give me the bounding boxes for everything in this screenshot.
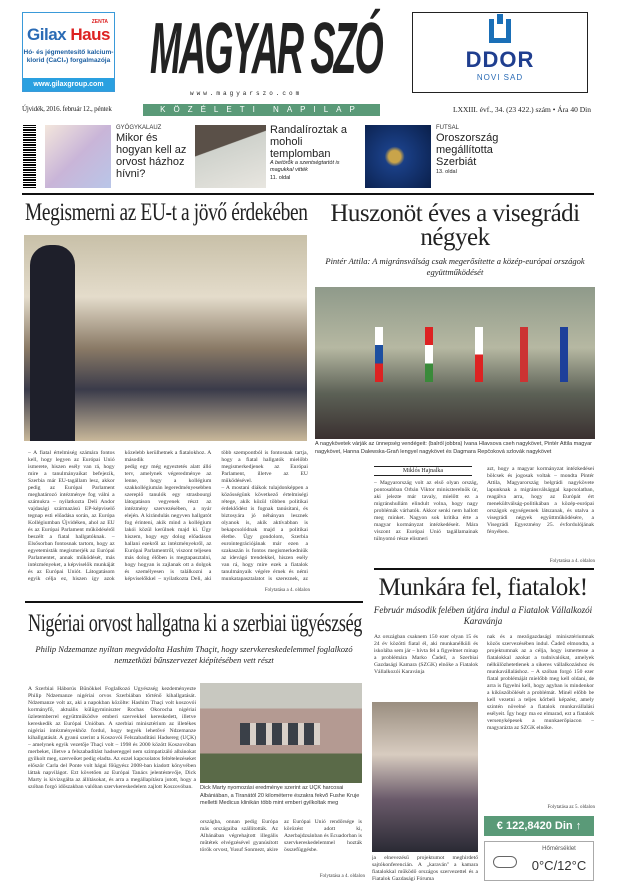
v4-continued[interactable]: Folytatása a 4. oldalon <box>549 559 595 564</box>
v4-byline: Miklós Hajnalka <box>374 466 472 476</box>
ad-brand: Gilax Haus <box>27 25 110 44</box>
ddor-logo-icon <box>489 19 511 43</box>
nigeria-body-col1: A Szerbiai Háborús Bűnökkel Foglalkozó Ügyészség kezdeményezte Philip Ndzemanze nigériai orvos Szerbiában történő kihallgatását. Ndzemanze volt az, aki a napokban közölte: Hashim Thaçi volt koszovói kormányfő, aktuális külügyminiszter Rochas Okorocha nigériai üzletemberrel együttműködve emberi szervekkel kereskedett, illetve kereskedik az Európai Unióban. A szerbiai minisztérium az illetékes nigériai intézményekhöz fordul, hogy tegyék lehetővé Ndzemanze kihallgatását. A gyanú szerint a Koszovói Felszabadítási Hadsereg (UÇK) – amelynek egyik vezetője Thaçi volt – 1998 és 2000 között Koszovóban merbeket, illetve a felszabadítást hadsereggel nem szimpatizáló albánokat gyilkolt meg, szerveiket pedig eladta. Az ezzel kapcsolatos feltételezéseket először Carla del Ponte volt hágai főügyész 2008-ban kiadott könyvében láttak napvilágot. Ezt követően az Európai Tanács jelentéstevője, Dick Marty is kivizsgálta az állításokat, és arra a megállapításra jutott, hogy a szóban forgó időszakban valóban szervkereskedelem zajlott Koszovóban. <box>28 686 196 790</box>
barcode-icon <box>23 125 36 188</box>
eu-headline[interactable]: Megismerni az EU-t a jövő érdekében <box>25 199 308 226</box>
euro-rate-widget <box>484 816 594 836</box>
munka-continued[interactable]: Folytatása az 5. oldalon <box>547 805 595 810</box>
nigeria-subtitle: Philip Ndzemanze nyíltan megvádolta Hashim Thaçit, hogy szervkereskedelemmel foglalkozó nemzetközi bűnszervezet kiépítésében vett részt <box>35 644 353 665</box>
nigeria-headline[interactable]: Nigériai orvost hallgatna ki a szerbiai ügyészség <box>28 610 363 637</box>
eu-body: – A fiatal értelmiség számára fontos kell, hogy legyen az Európai Unió ismerete, hiszen esély van rá, hogy mire a tanulmányaikat befejezik, Szerbia már EU-tagállam lesz, akkor pedig az Európai Parlament meghatározó intézménye fog válni a számukra – nyilatkozta Deli Andor vajdasági származású EP-képviselő tegnap esti előadása során, az Európa Kollégiumban Újvidéken, ahol az EU és az Európai Parlament működéséről beszélt a fiatal hallgatóknak. – Elsősorban fontosnak tartom, hogy az egyetemisták megismerjék az Európai Parlamentet, annak működését, más intézményeket, a képviselők munkáját és az Európai Uniót. Látogatásom egyik célja ez, hiszen így azok közelebb kerülhetnek a fiatalokhoz. A második pedig egy még egyeztetés alatt álló terv, amelynek végeredménye az lenne, hogy a kollégium szakkollégiumán legeredményesebben szereplő tanulók egy strasbourgi látogatáson vegyenek részt az intézmény szervezésében, a nyár elején. A kirándulás negyven hallgatót fog érinteni, akik mind a kollégium lakói közül kerülnek majd ki. Úgy hiszem, hogy egy dolog előadáson hallani ezekről az intézményekről, az Európai Parlamentről, viszont teljesen más dolog élőben is megtapasztalni, hogy hogyan is zajlanak ott a dolgok és személyesen is találkozni a képviselőkkel – nyilatkozta Deli, aki több szempontból is fontosnak tartja, hogy a fiatal hallgatók mielőbb megismerkedjenek az Európai Parlament, illetve az EU működésével. – A mostani diákok tulajdonképpen a közösségünk következő értelmiségi rétege, akik közül többen politikai érdeklődést is fognak tanúsítani, és biztosyára jó néhányan lesznek olyanok is, akik aktívabban is bekapcsolódnak majd a politikai életbe. Úgy gondolom, Szerbia eurointegrációjának már ezen a szakaszán is fontos megismerkedniük az idevágó trendekkel, hiszen esély van rá, hogy mire ezek a fiatalok tanulmányaik végére érnek és némi munkatapasztalatot is szereznek, az <box>28 450 308 582</box>
nigeria-photo <box>200 683 362 783</box>
teaser-title: Mikor és hogyan kell az orvost házhoz hívni? <box>116 132 187 180</box>
v4-subtitle: Pintér Attila: A migránsválság csak megerősítette a közép-európai országok együttműködését <box>325 256 585 277</box>
teaser-page: 13. oldal <box>436 169 457 175</box>
teaser-image-church[interactable] <box>195 125 266 188</box>
euro-icon: € <box>496 820 503 832</box>
masthead-logo: MAGYAR SZÓ <box>150 10 382 90</box>
nigeria-caption: Dick Marty nyomozási eredménye szerint az UÇK harcosai Albániában, a Tiranától 20 kilométerre északra fekvő Fushe Kruje melletti Medicus klinikán több mint emberi gyilkoltak meg <box>200 785 360 806</box>
eu-photo <box>24 235 307 441</box>
masthead-website: www.magyarszo.com <box>190 90 303 97</box>
teaser-futsal[interactable] <box>436 124 518 176</box>
v4-body-col1: – Magyarország volt az első olyan ország, pontosabban Orbán Viktor miniszterelnök úr, aki jelezte már tavaly, mielőtt ez a migránshullám elindult volna, hogy nagy problémák várhatók. Akkor senki nem hallott meg minket. Nagyon sok kritika érte a magyar kormányzat intézkedéseit. Mára viszont az Európai Unió tagállamainak túlnyomó része elismeri <box>374 480 478 542</box>
v4-caption: A nagykövetek várják az ünnepség vendégeit: (balról jobbra) Ivana Hlavsova cseh nagykövet, Pintér Attila magyar nagykövet, Hanna Dalewska-Graň lengyel nagykövet és Dagmara Repčoková szlovák nagykövet <box>315 441 592 455</box>
divider <box>22 193 594 195</box>
gilax-ad[interactable] <box>22 12 115 92</box>
weather-widget <box>484 841 594 881</box>
cloud-sun-icon <box>493 856 517 868</box>
munka-headline[interactable]: Munkára fel, fiatalok! <box>378 574 588 601</box>
teaser-title: Oroszország megállította Szerbiát <box>436 132 499 168</box>
v4-body-col2: azt, hogy a magyar kormányzat intézkedései bölcsek és jogosak voltak – mondta Pintér Attila, Magyarország belgrádi nagykövete lapunknak a migránsválsággal kapcsolatban, reagálva arra, hogy az Európát ért menekültválság-politikában a közép-európai országok egységesnek látszanak, és utalva a visegrádi négyek együttműködésére, a Visegrádi Egyezmény 25. évfordulójának fényében. <box>487 466 594 535</box>
eu-continued[interactable]: Folytatása a 4. oldalon <box>264 588 310 593</box>
masthead <box>150 12 382 88</box>
ad-description: Hó- és jégmentesítő kalcium-klorid (CaCl₂) forgalmazója <box>23 49 114 64</box>
teaser-page: 11. oldal <box>270 175 291 181</box>
divider <box>374 568 594 570</box>
nigeria-body-col2: országba, onnan pedig Európa más országaiba szállították. Az Albánában végrehajtott illegális műtétek elvégzésével gyanúsított török orvost, Yusuf Sonmezt, akire az Európai Unió rendőrsége is körözést adott ki, Azerbajdzsánban és Ecuadorban is szervkereskedelemmel hozták összefüggésbe. <box>200 819 362 853</box>
munka-body-col3: ja elnevezésű projektumot meghirdető sajtókonferencián. A „karaván" a kamara fiatalokkal működő országos szervezettel és a Fiatalok Gazdasági Fóruma <box>372 855 478 882</box>
tagline: KÖZÉLETI NAPILAP <box>143 104 380 116</box>
munka-subtitle: Február második felében útjára indul a Fiatalok Vállalkozói Karavánja <box>373 605 593 626</box>
weather-label: Hőmérséklet <box>542 846 576 852</box>
ad-url[interactable]: www.gilaxgroup.com <box>23 78 114 91</box>
v4-photo <box>315 287 595 439</box>
teaser-health[interactable] <box>116 124 192 180</box>
ddor-ad[interactable] <box>412 12 588 93</box>
teaser-subtitle: A betörők a szentségtartót is magukkal vitték <box>270 160 340 173</box>
ddor-city: NOVI SAD <box>476 73 524 82</box>
issue-date: Újvidék, 2016. február 12., péntek <box>22 105 112 113</box>
teaser-image-health[interactable] <box>45 125 111 188</box>
arrow-up-icon: ↑ <box>575 820 582 832</box>
teaser-church[interactable] <box>270 124 362 182</box>
munka-photo <box>372 702 478 852</box>
teaser-image-futsal[interactable] <box>365 125 431 188</box>
munka-body-col2: nak és a mezőgazdasági minisztériumnak közös szervezésében indul. Čadež elmondta, a projektumnak az a célja, hogy ismertesse a fiatalokkal azokat a tudnivalókat, amelyek nélkülözhetetlenek a sikeres vállalkozáshoz és munkavállaláshoz. – A szóban forgó 150 ezer fiatal problémáját mielőbb meg kell oldani, de arra is figyelni kell, hogy agyban is mindenkor a kiküszöbölését a problémát. Minél előbb be kell vezetni a teljes kőrbeli képzést, amely szintén növelné a fiatalok munkavállalási esélyeit. Így hogy ma ez elmarad, ezt a fiatalok versenyképesek a munkaerőpiacon – magyarázta az SZGK elnöke. <box>487 634 594 731</box>
speaker-figure <box>30 245 75 441</box>
v4-headline[interactable]: Huszonöt éves a visegrádi négyek <box>330 200 580 251</box>
teaser-kicker: FUTSAL <box>436 125 460 131</box>
teaser-kicker: GYÓGYKALAUZ <box>116 125 162 131</box>
munka-body-col1: Az országban csaknem 150 ezer olyan 15 és 24 év közötti fiatal él, aki munkanélküli és iskolába sem jár – hívta fel a figyelmet minap a problémára Marko Čadež, a Szerbiai Gazdasági Kamara (SZGK) elnöke a Fiatalok Vállalkozói Karavánja <box>374 634 478 675</box>
nigeria-continued[interactable]: Folytatása a 4. oldalon <box>319 874 365 879</box>
euro-rate: 122,8420 Din <box>505 820 573 832</box>
divider <box>25 601 363 603</box>
teaser-title: Randalíroztak a moholi templomban <box>270 124 348 160</box>
issue-number: LXXIII. évf., 34. (23 422.) szám • Ára 40 Din <box>452 105 591 114</box>
ddor-name: DDOR <box>465 47 535 72</box>
ad-city: ZENTA <box>91 19 108 25</box>
weather-value: 0°C/12°C <box>531 858 587 873</box>
